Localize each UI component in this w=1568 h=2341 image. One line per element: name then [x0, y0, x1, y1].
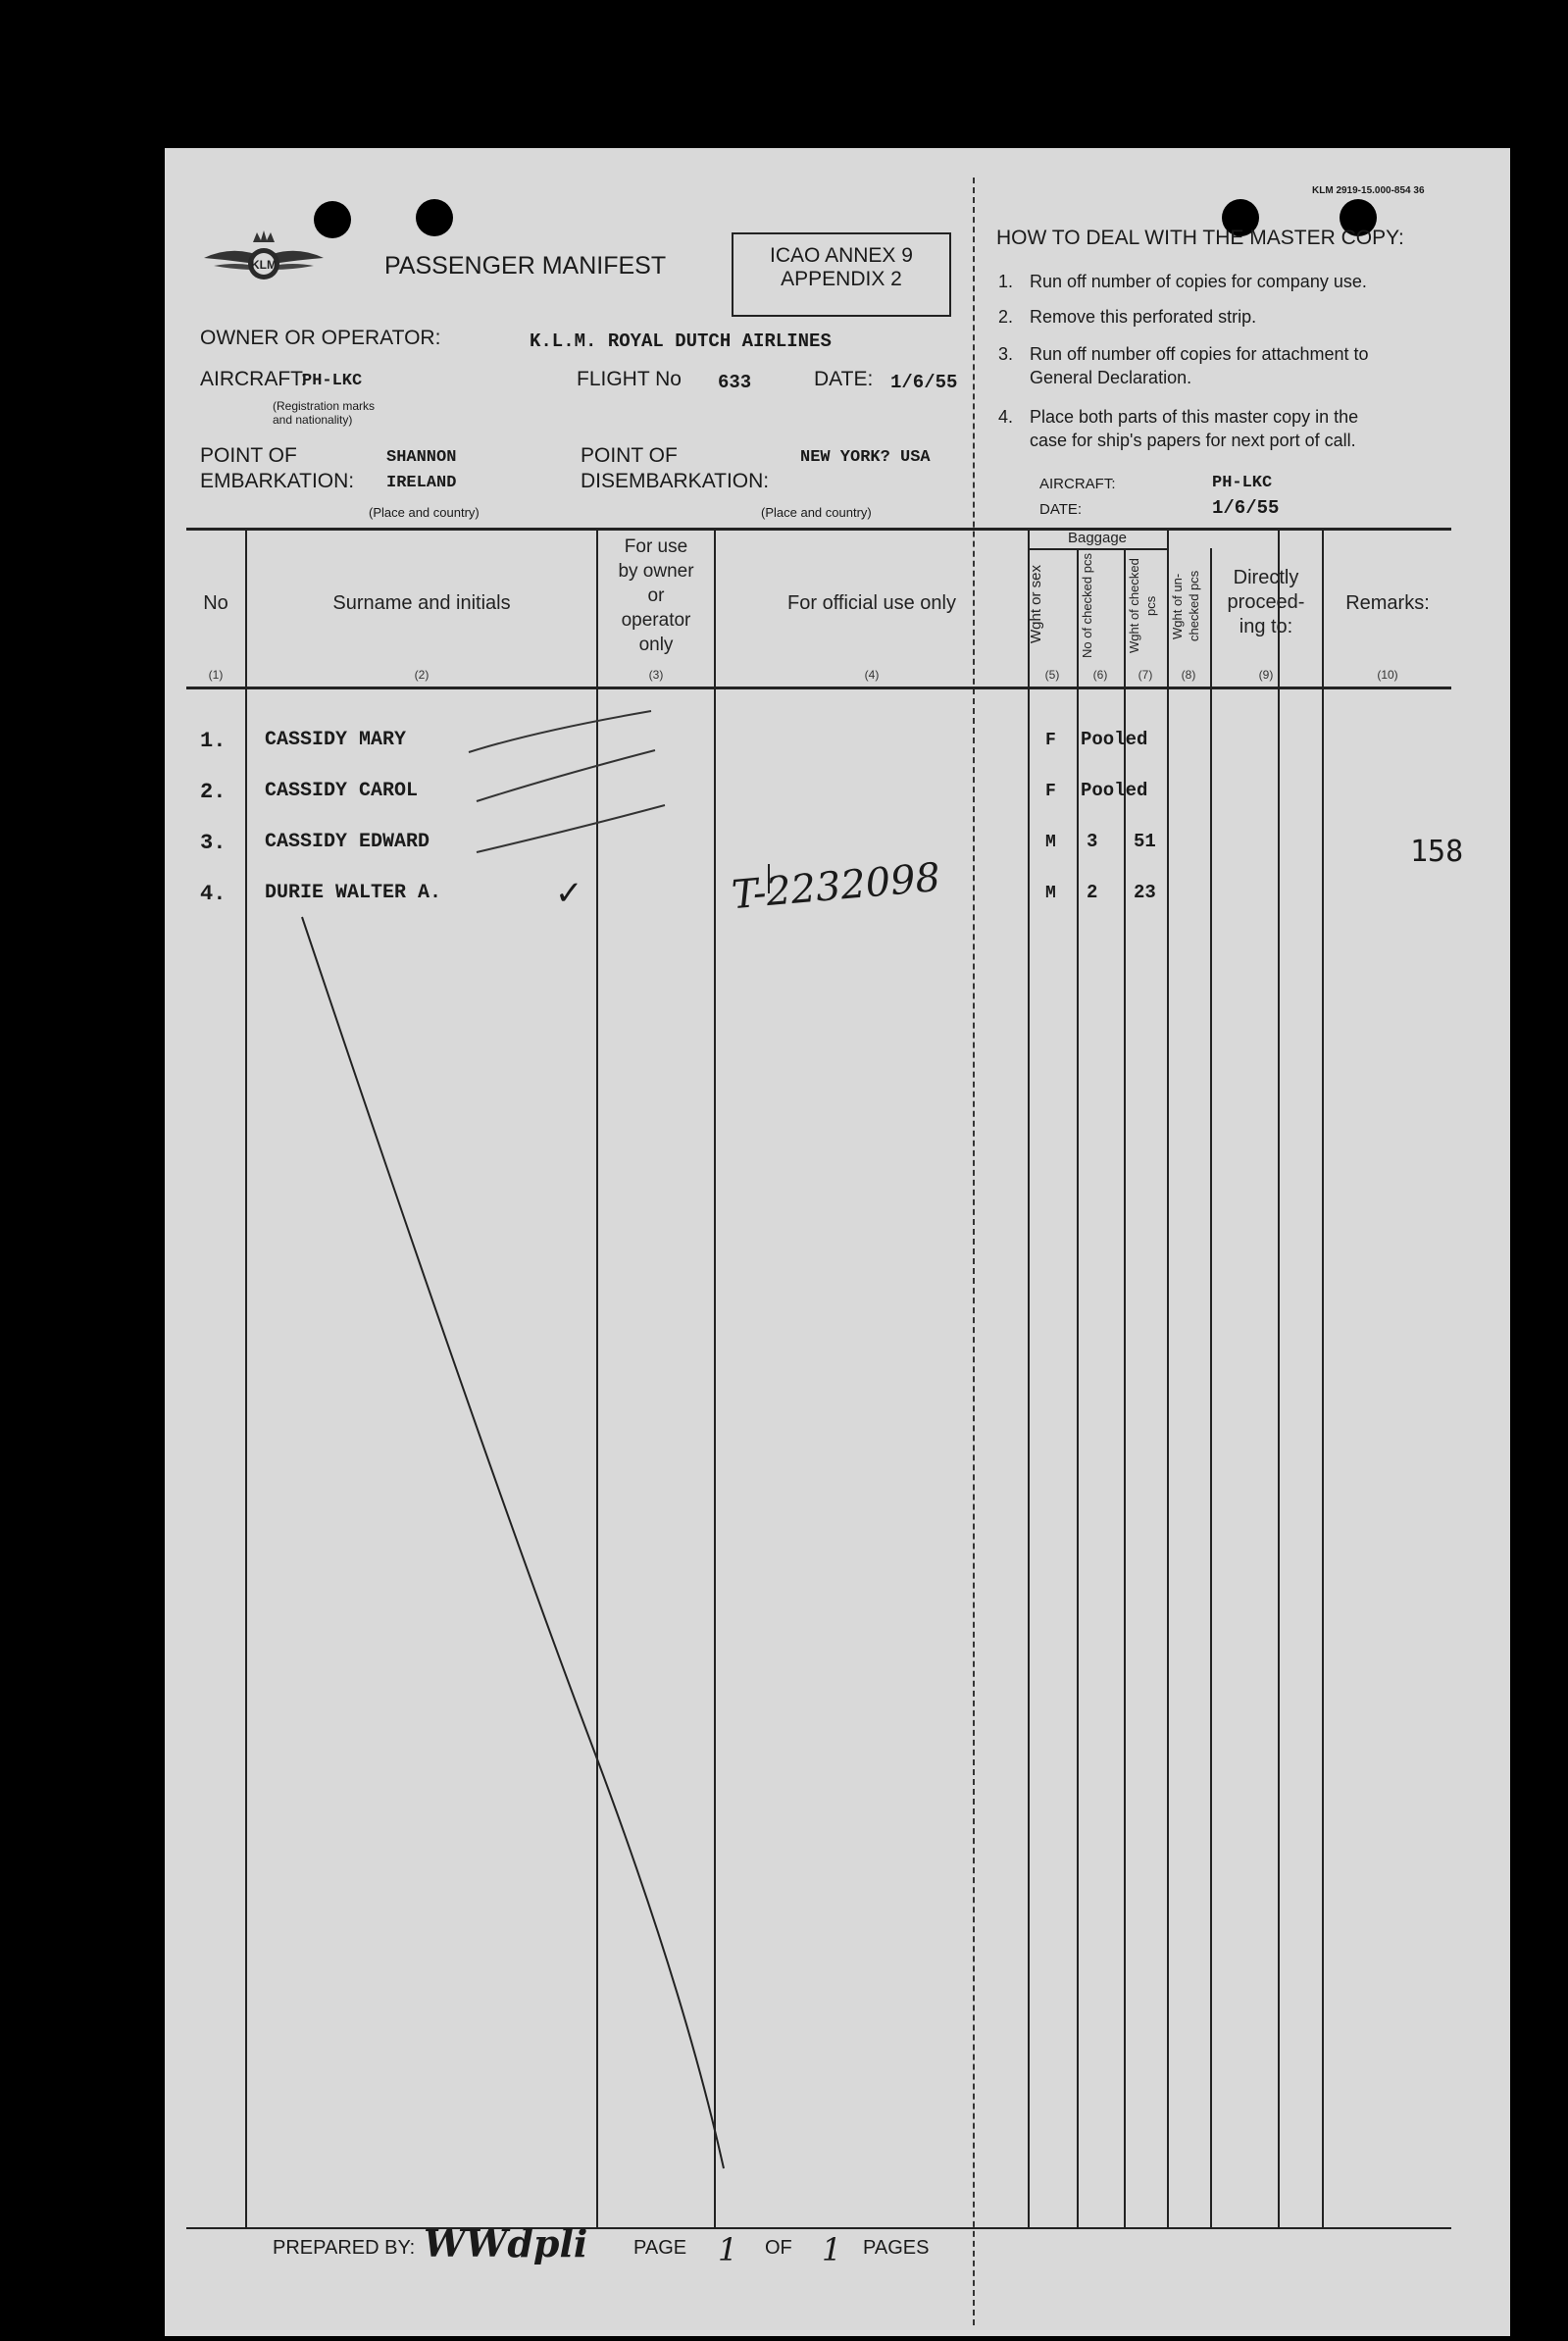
col-number: (3) [648, 668, 664, 682]
preparer-signature: WWdpli [424, 2221, 588, 2265]
row-name: DURIE WALTER A. [265, 882, 442, 904]
row-pcs: Pooled [1081, 780, 1148, 801]
instruction-num: 2. [998, 307, 1014, 327]
row-name: CASSIDY MARY [265, 729, 407, 751]
instruction-num: 4. [998, 407, 1014, 427]
pen-strokes [165, 148, 1510, 2336]
of-label: OF [765, 2237, 792, 2259]
row-no: 3. [200, 831, 227, 855]
row-pcs: 3 [1087, 831, 1098, 852]
owner-use-line: For use [624, 536, 688, 557]
col-header-surname: Surname and initials [332, 592, 511, 614]
flight-value: 633 [718, 372, 752, 393]
instruction-text: Run off number of copies for company use. [1030, 272, 1367, 291]
directly-line: ing to: [1239, 616, 1293, 637]
row-no: 1. [200, 729, 227, 753]
icao-line1: ICAO ANNEX 9 [770, 244, 913, 267]
owner-value: K.L.M. ROYAL DUTCH AIRLINES [530, 331, 832, 352]
directly-line: Directly [1233, 567, 1299, 588]
row-name: CASSIDY CAROL [265, 780, 419, 802]
col-header-no: No [203, 592, 228, 614]
manifest-title: PASSENGER MANIFEST [384, 252, 667, 280]
of-value: 1 [822, 2231, 842, 2268]
page-label: PAGE [633, 2237, 687, 2259]
owner-use-line: operator [621, 610, 691, 631]
instruction-text: General Declaration. [1030, 368, 1192, 387]
col-header-official: For official use only [787, 592, 956, 614]
disembarkation-label-2: DISEMBARKATION: [581, 470, 770, 492]
row-pcs: Pooled [1081, 729, 1148, 750]
col-number: (1) [208, 668, 224, 682]
aircraft-value: PH-LKC [302, 372, 363, 390]
disembarkation-note: (Place and country) [761, 505, 872, 520]
col-number: (6) [1092, 668, 1108, 682]
strip-aircraft-label: AIRCRAFT: [1039, 476, 1116, 492]
embarkation-value-2: IRELAND [386, 474, 457, 492]
row-weight: 23 [1134, 882, 1156, 903]
col-number: (9) [1258, 668, 1274, 682]
row-sex: M [1045, 833, 1056, 852]
check-mark-icon: ✓ [555, 875, 583, 912]
instruction-num: 3. [998, 344, 1014, 364]
embarkation-note: (Place and country) [369, 505, 480, 520]
strip-date-value: 1/6/55 [1212, 497, 1280, 519]
col-header-wght-unchecked: Wght of un-checked pcs [1170, 570, 1201, 642]
col-header-remarks: Remarks: [1345, 592, 1430, 614]
col-number: (4) [864, 668, 880, 682]
instruction-text: Place both parts of this master copy in the [1030, 407, 1359, 427]
aircraft-note-1: (Registration marks [273, 399, 376, 413]
col-number: (5) [1044, 668, 1060, 682]
aircraft-note-2: and nationality) [273, 413, 353, 427]
embarkation-label-1: POINT OF [200, 444, 297, 467]
col-number: (10) [1377, 668, 1398, 682]
directly-line: proceed- [1227, 591, 1305, 613]
pages-label: PAGES [863, 2237, 930, 2259]
page-value: 1 [718, 2231, 738, 2268]
flight-label: FLIGHT No [577, 368, 682, 390]
doc-code: KLM 2919-15.000-854 36 [1312, 185, 1425, 196]
col-header-wght-checked: Wght of checked pcs [1127, 558, 1158, 654]
owner-use-line: only [638, 635, 674, 655]
row-no: 2. [200, 780, 227, 804]
row-name: CASSIDY EDWARD [265, 831, 430, 853]
col-header-baggage: Baggage [1067, 530, 1128, 546]
row-sex: F [1045, 731, 1056, 750]
prepared-by-label: PREPARED BY: [273, 2237, 416, 2259]
instruction-num: 1. [998, 272, 1014, 291]
manifest-sheet [165, 148, 1510, 2336]
row-official-number: T-2232098 [730, 854, 942, 919]
row-weight: 51 [1134, 831, 1156, 852]
row-remarks: 158 [1410, 835, 1464, 869]
strip-aircraft-value: PH-LKC [1212, 474, 1273, 492]
owner-use-line: by owner [618, 561, 694, 582]
embarkation-label-2: EMBARKATION: [200, 470, 355, 492]
instruction-text: case for ship's papers for next port of call. [1030, 431, 1356, 450]
disembarkation-value: NEW YORK? USA [800, 448, 931, 467]
row-no: 4. [200, 882, 227, 906]
strip-date-label: DATE: [1039, 501, 1083, 518]
col-number: (8) [1181, 668, 1196, 682]
row-pcs: 2 [1087, 882, 1098, 903]
owner-label: OWNER OR OPERATOR: [200, 327, 441, 349]
instruction-text: Remove this perforated strip. [1030, 307, 1257, 327]
date-value: 1/6/55 [890, 372, 958, 393]
col-header-wght-sex: Wght or sex [1028, 564, 1044, 644]
disembarkation-label-1: POINT OF [581, 444, 678, 467]
col-number: (7) [1138, 668, 1153, 682]
svg-text:KLM: KLM [251, 258, 277, 272]
col-number: (2) [414, 668, 430, 682]
row-sex: M [1045, 884, 1056, 903]
aircraft-label: AIRCRAFT: [200, 368, 307, 390]
icao-line2: APPENDIX 2 [781, 268, 902, 290]
col-header-no-checked: No of checked pcs [1080, 553, 1094, 659]
date-label: DATE: [814, 368, 874, 390]
instructions-heading: HOW TO DEAL WITH THE MASTER COPY: [996, 227, 1404, 249]
owner-use-line: or [647, 585, 665, 606]
embarkation-value-1: SHANNON [386, 448, 457, 467]
instruction-text: Run off number off copies for attachment to [1030, 344, 1369, 364]
row-sex: F [1045, 782, 1056, 801]
